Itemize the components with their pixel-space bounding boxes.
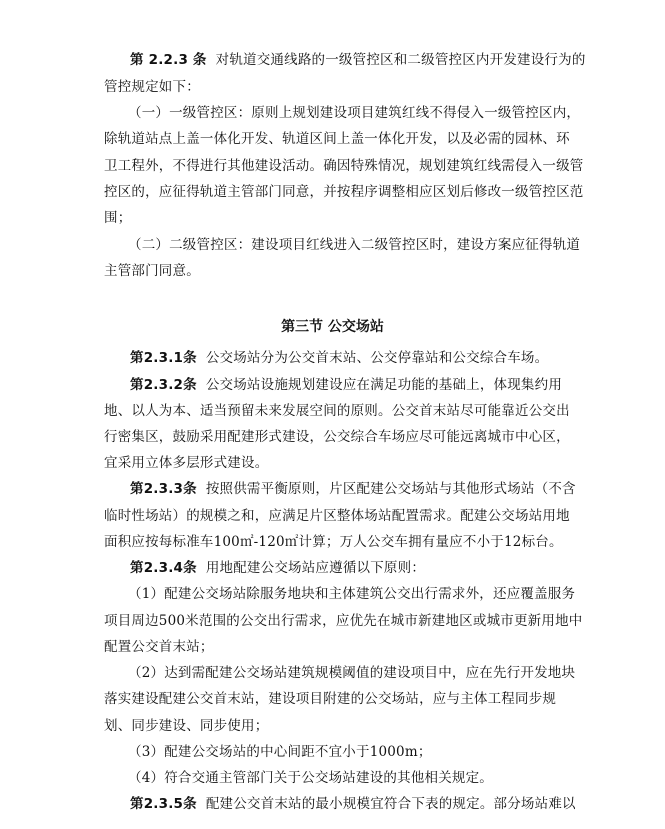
text-line: 划、同步建设、同步使用； — [104, 718, 269, 734]
article-label: 第2.3.4条 — [130, 560, 197, 576]
text-line: （一）一级管控区：原则上规划建设项目建筑红线不得侵入一级管控区内， — [128, 105, 581, 121]
article-label: 第 2.2.3 条 — [130, 52, 207, 68]
article-2-3-3 — [130, 480, 576, 498]
text-line: 用地配建公交场站应遵循以下原则： — [205, 560, 426, 576]
text-line: （2）达到需配建公交场站建筑规模阈值的建设项目中，应在先行开发地块 — [128, 665, 576, 681]
text-line: 公交场站分为公交首末站、公交停靠站和公交综合车场。 — [205, 350, 549, 366]
article-2-2-3 — [130, 51, 586, 69]
text-line: 项目周边500米范围的公交出行需求，应优先在城市新建地区或城市更新用地中 — [104, 613, 583, 629]
article-2-3-4 — [130, 559, 425, 577]
text-line: 围； — [104, 210, 132, 226]
article-2-3-2 — [130, 376, 562, 394]
article-2-3-5 — [130, 795, 576, 813]
text-line: 配置公交首末站； — [104, 639, 214, 655]
section-heading: 第三节 公交场站 — [281, 319, 384, 335]
text-line: 公交场站设施规划建设应在满足功能的基础上，体现集约用 — [205, 377, 563, 393]
text-line: （4）符合交通主管部门关于公交场站建设的其他相关规定。 — [128, 770, 493, 786]
article-label: 第2.3.2条 — [130, 377, 197, 393]
text-line: 管控规定如下： — [104, 79, 200, 95]
text-line: 按照供需平衡原则，片区配建公交场站与其他形式场站（不含 — [205, 481, 576, 497]
text-line: 除轨道站点上盖一体化开发、轨道区间上盖一体化开发，以及必需的园林、环 — [104, 131, 570, 147]
text-line: 主管部门同意。 — [104, 263, 200, 279]
text-line: 对轨道交通线路的一级管控区和二级管控区内开发建设行为的 — [215, 52, 586, 68]
text-line: 临时性场站）的规模之和，应满足片区整体场站配置需求。配建公交场站用地 — [104, 508, 570, 524]
text-line: 行密集区，鼓励采用配建形式建设，公交综合车场应尽可能远离城市中心区， — [104, 429, 570, 445]
text-line: （3）配建公交场站的中心间距不宜小于1000m； — [128, 744, 432, 760]
text-line: （1）配建公交场站除服务地块和主体建筑公交出行需求外，还应覆盖服务 — [128, 586, 576, 602]
text-line: 卫工程外，不得进行其他建设活动。确因特殊情况，规划建筑红线需侵入一级管 — [104, 158, 584, 174]
article-label: 第2.3.3条 — [130, 481, 197, 497]
article-2-3-1 — [130, 349, 548, 367]
text-line: 面积应按每标准车100㎡-120㎡计算；万人公交车拥有量应不小于12标台。 — [104, 534, 563, 550]
text-line: 地、以人为本、适当预留未来发展空间的原则。公交首末站尽可能靠近公交出 — [104, 403, 570, 419]
text-line: （二）二级管控区：建设项目红线进入二级管控区时，建设方案应征得轨道 — [128, 237, 581, 253]
article-label: 第2.3.5条 — [130, 796, 197, 812]
text-line: 宜采用立体多层形式建设。 — [104, 455, 269, 471]
text-line: 配建公交首末站的最小规模宜符合下表的规定。部分场站难以 — [205, 796, 576, 812]
text-line: 落实建设配建公交首末站，建设项目附建的公交场站，应与主体工程同步规 — [104, 691, 557, 707]
article-label: 第2.3.1条 — [130, 350, 197, 366]
text-line: 控区的，应征得轨道主管部门同意，并按程序调整相应区划后修改一级管控区范 — [104, 184, 584, 200]
